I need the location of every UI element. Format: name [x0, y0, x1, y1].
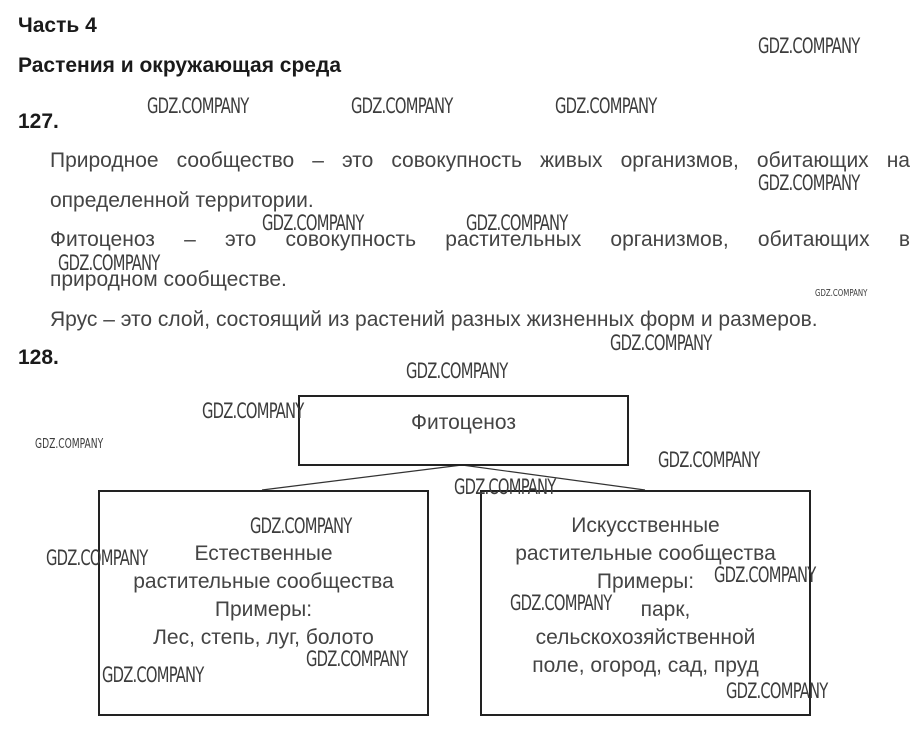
- watermark-text: GDZ.COMPANY: [306, 647, 408, 671]
- watermark-text: GDZ.COMPANY: [454, 475, 556, 499]
- watermark-text: GDZ.COMPANY: [555, 94, 657, 118]
- watermark-text: GDZ.COMPANY: [610, 331, 712, 355]
- watermark-text: GDZ.COMPANY: [406, 359, 508, 383]
- watermark-text: GDZ.COMPANY: [758, 171, 860, 195]
- watermark-text: GDZ.COMPANY: [466, 211, 568, 235]
- box-line: парк,: [640, 598, 691, 621]
- definition-line: Природное сообщество – это совокупность живых организмов, обитающих на: [50, 149, 910, 172]
- connector-left: [262, 465, 462, 490]
- watermark-text: GDZ.COMPANY: [262, 211, 364, 235]
- definition-line: определенной территории.: [50, 189, 314, 212]
- diagram-root-label: Фитоценоз: [411, 411, 516, 434]
- box-line: сельскохозяйственной: [535, 626, 756, 649]
- watermark-text: GDZ.COMPANY: [658, 448, 760, 472]
- watermark-text: GDZ.COMPANY: [250, 514, 352, 538]
- box-line: Примеры:: [596, 570, 695, 593]
- part-title: Часть 4: [18, 14, 97, 37]
- box-line: Искусственные: [571, 514, 720, 537]
- watermark-text: GDZ.COMPANY: [510, 591, 612, 615]
- watermark-text: GDZ.COMPANY: [102, 663, 204, 687]
- box-line: Лес, степь, луг, болото: [153, 626, 374, 649]
- diagram-root-box: [298, 395, 629, 466]
- box-line: поле, огород, сад, пруд: [532, 654, 759, 677]
- natural-communities-text: [100, 540, 427, 652]
- definition-line: Фитоценоз – это совокупность растительных организмов, обитающих в: [50, 228, 910, 251]
- watermark-text: GDZ.COMPANY: [35, 437, 104, 452]
- box-line: растительные сообщества: [133, 570, 394, 593]
- box-line: Примеры:: [214, 598, 313, 621]
- watermark-text: GDZ.COMPANY: [714, 563, 816, 587]
- box-line: Естественные: [194, 542, 333, 565]
- watermark-text: GDZ.COMPANY: [815, 288, 868, 299]
- watermark-text: GDZ.COMPANY: [147, 94, 249, 118]
- watermark-text: GDZ.COMPANY: [46, 546, 148, 570]
- watermark-text: GDZ.COMPANY: [202, 399, 304, 423]
- definition-line: природном сообществе.: [50, 268, 287, 291]
- watermark-text: GDZ.COMPANY: [758, 34, 860, 58]
- task-127-number: 127.: [18, 110, 59, 133]
- section-title: Растения и окружающая среда: [18, 54, 341, 77]
- definition-line: Ярус – это слой, состоящий из растений разных жизненных форм и размеров.: [50, 308, 818, 331]
- box-line: растительные сообщества: [515, 542, 776, 565]
- watermark-text: GDZ.COMPANY: [351, 94, 453, 118]
- watermark-text: GDZ.COMPANY: [726, 679, 828, 703]
- watermark-text: GDZ.COMPANY: [58, 251, 160, 275]
- task-128-number: 128.: [18, 346, 59, 369]
